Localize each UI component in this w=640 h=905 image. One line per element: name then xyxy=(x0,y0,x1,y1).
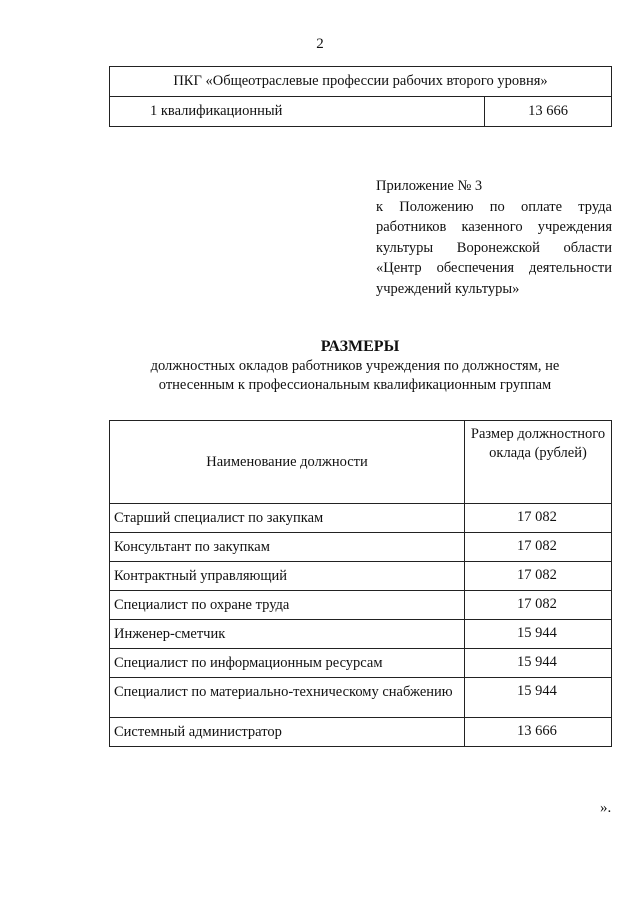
table-row xyxy=(110,591,612,620)
salary-amount-cell: 13 666 xyxy=(465,718,612,747)
table-row xyxy=(110,678,612,718)
header-position-name: Наименование должности xyxy=(110,421,465,504)
position-name-cell: Старший специалист по закупкам xyxy=(110,504,465,533)
salary-amount-cell: 17 082 xyxy=(465,504,612,533)
document-subheading: должностных окладов работников учреждения по должностям, не отнесенным к профессиональным квалификационным группам xyxy=(150,358,560,393)
position-name-cell: Инженер-сметчик xyxy=(110,620,465,649)
salary-amount-cell: 17 082 xyxy=(465,533,612,562)
table-row xyxy=(110,620,612,649)
position-name-cell: Специалист по материально-техническому снабжению xyxy=(110,678,465,718)
header-salary-amount: Размер должностного оклада (рублей) xyxy=(465,421,612,504)
pkg-table-header: ПКГ «Общеотраслевые профессии рабочих второго уровня» xyxy=(110,67,612,97)
appendix-body: к Положению по оплате труда работников казенного учреждения культуры Воронежской области «Центр обеспечения деятельности учреждений культуры» xyxy=(376,198,612,297)
table-row xyxy=(110,533,612,562)
table-row xyxy=(110,649,612,678)
salary-table xyxy=(109,420,612,747)
position-name-cell: Консультант по закупкам xyxy=(110,533,465,562)
position-name-cell: Системный администратор xyxy=(110,718,465,747)
qualification-level-cell: 1 квалификационный xyxy=(110,97,485,127)
table-row xyxy=(110,504,612,533)
pkg-table-header-row xyxy=(110,67,612,97)
pkg-table xyxy=(109,66,612,127)
salary-amount-cell: 17 082 xyxy=(465,591,612,620)
table-row xyxy=(110,718,612,747)
page-number: 2 xyxy=(316,36,324,52)
position-name-cell: Специалист по информационным ресурсам xyxy=(110,649,465,678)
appendix-title: Приложение № 3 xyxy=(376,178,483,194)
salary-amount-cell: 15 944 xyxy=(465,678,612,718)
document-heading: РАЗМЕРЫ xyxy=(320,338,400,355)
position-name-cell: Контрактный управляющий xyxy=(110,562,465,591)
salary-amount-cell: 15 944 xyxy=(465,620,612,649)
qualification-amount-cell: 13 666 xyxy=(485,97,612,127)
salary-table-header-row xyxy=(110,421,612,504)
appendix-block xyxy=(376,176,612,299)
closing-quote-mark: ». xyxy=(600,800,612,816)
salary-amount-cell: 17 082 xyxy=(465,562,612,591)
pkg-table-row xyxy=(110,97,612,127)
position-name-cell: Специалист по охране труда xyxy=(110,591,465,620)
table-row xyxy=(110,562,612,591)
salary-amount-cell: 15 944 xyxy=(465,649,612,678)
